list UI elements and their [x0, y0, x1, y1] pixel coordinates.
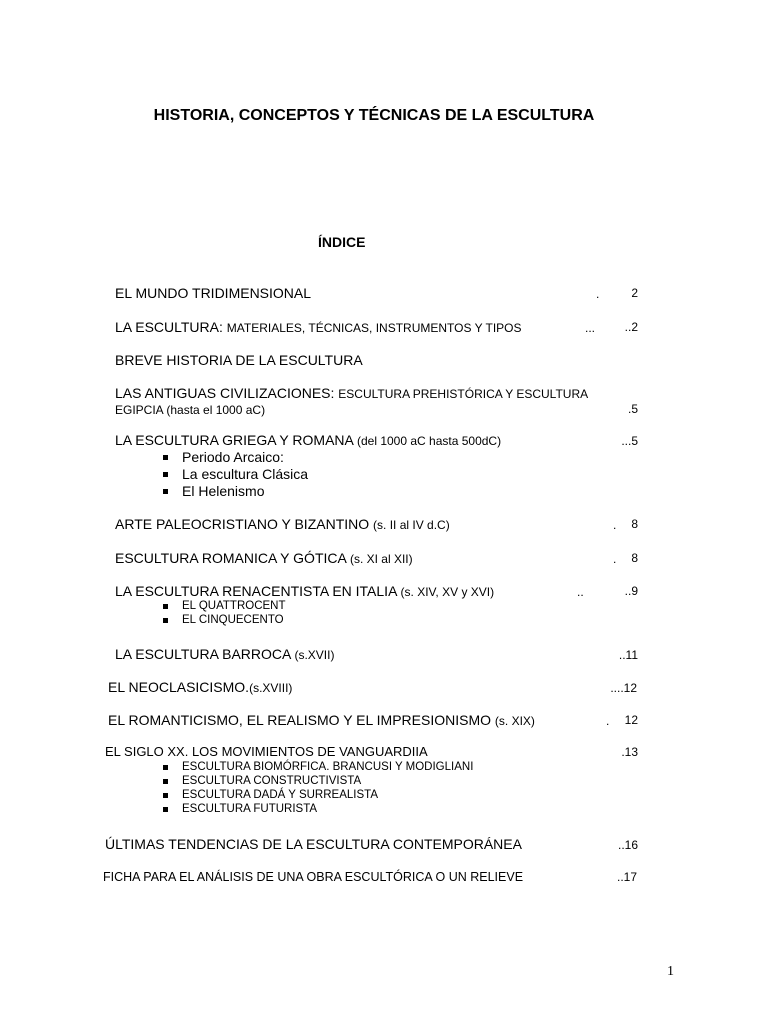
- toc-entry-mundo-tridimensional: [115, 285, 311, 301]
- toc-entry-griega-romana: [115, 432, 501, 449]
- toc-entry-page: 2: [631, 286, 638, 300]
- page-number: 1: [667, 964, 674, 979]
- toc-entry-page: ..16: [617, 838, 638, 852]
- list-item: ESCULTURA DADÁ Y SURREALISTA: [160, 788, 473, 802]
- toc-entry-page: .13: [621, 745, 638, 759]
- list-item: ESCULTURA CONSTRUCTIVISTA: [160, 774, 473, 788]
- list-item: EL QUATTROCENT: [160, 599, 286, 613]
- toc-entry-title: LA ESCULTURA BARROCA: [115, 646, 295, 662]
- list-item: La escultura Clásica: [160, 466, 308, 483]
- toc-entry-ficha-analisis: [103, 869, 523, 885]
- toc-subitems: [160, 599, 286, 627]
- toc-entry-title: BREVE HISTORIA DE LA ESCULTURA: [115, 352, 363, 368]
- toc-entry-subtitle: (s.XVIII): [249, 681, 293, 695]
- toc-subitems: [160, 760, 473, 816]
- toc-entry-renacentista: [115, 583, 494, 600]
- list-item: EL CINQUECENTO: [160, 613, 286, 627]
- toc-entry-subtitle: ESCULTURA PREHISTÓRICA Y ESCULTURA: [338, 387, 589, 401]
- toc-entry-dots: ...: [585, 321, 596, 335]
- toc-entry-barroca: [115, 646, 334, 663]
- toc-entry-antiguas-civilizaciones: [115, 385, 588, 402]
- toc-entry-dots: .: [606, 714, 610, 728]
- toc-entry-page: 8: [631, 517, 638, 531]
- toc-entry-title: ESCULTURA ROMANICA Y GÓTICA: [115, 550, 350, 566]
- toc-entry-dots: .: [613, 552, 617, 566]
- toc-entry-dots: .: [613, 518, 617, 532]
- toc-entry-siglo-xx: [105, 744, 428, 760]
- toc-entry-page: 12: [624, 713, 638, 727]
- toc-entry-la-escultura: [115, 319, 522, 336]
- toc-entry-title: LA ESCULTURA RENACENTISTA EN ITALIA: [115, 583, 401, 599]
- document-title: HISTORIA, CONCEPTOS Y TÉCNICAS DE LA ESCULTURA: [153, 107, 595, 124]
- list-item: ESCULTURA FUTURISTA: [160, 802, 473, 816]
- toc-entry-title: ARTE PALEOCRISTIANO Y BIZANTINO: [115, 516, 374, 532]
- toc-entry-subtitle: (s. XIX): [494, 714, 535, 728]
- toc-entry-title: EL SIGLO XX. LOS MOVIMIENTOS DE VANGUARDIIA: [105, 744, 428, 759]
- toc-entry-title: FICHA PARA EL ANÁLISIS DE UNA OBRA ESCULTÓRICA O UN RELIEVE: [103, 870, 524, 884]
- toc-entry-title: ÚLTIMAS TENDENCIAS DE LA ESCULTURA CONTEMPORÁNEA: [105, 836, 522, 852]
- toc-entry-subtitle: (s.XVII): [294, 648, 335, 662]
- toc-entry-title: LAS ANTIGUAS CIVILIZACIONES:: [115, 385, 339, 401]
- toc-entry-page: ....12: [610, 681, 637, 695]
- toc-entry-title: LA ESCULTURA:: [115, 319, 227, 335]
- toc-entry-title: LA ESCULTURA GRIEGA Y ROMANA: [115, 432, 357, 448]
- toc-subitems: [160, 449, 308, 500]
- toc-entry-paleocristiano: [115, 516, 450, 533]
- toc-entry-subtitle: (s. II al IV d.C): [373, 518, 450, 532]
- toc-entry-page: ..9: [624, 584, 638, 598]
- toc-entry-page: 8: [631, 551, 638, 565]
- toc-entry-page: .5: [627, 402, 638, 416]
- toc-entry-subtitle: (del 1000 aC hasta 500dC): [356, 434, 502, 448]
- toc-entry-page: ...5: [621, 434, 638, 448]
- toc-entry-dots: .: [596, 287, 600, 301]
- toc-entry-breve-historia: [115, 352, 363, 368]
- toc-entry-neoclasicismo: [108, 679, 292, 696]
- toc-entry-title: EL ROMANTICISMO, EL REALISMO Y EL IMPRESIONISMO: [108, 712, 495, 728]
- toc-entry-continuation: EGIPCIA (hasta el 1000 aC): [115, 403, 266, 417]
- toc-entry-page: ..11: [618, 648, 638, 662]
- toc-entry-title: EL NEOCLASICISMO.: [108, 679, 250, 695]
- toc-entry-subtitle: (s. XIV, XV y XVI): [400, 585, 495, 599]
- list-item: El Helenismo: [160, 483, 308, 500]
- toc-entry-dots: ..: [577, 585, 584, 599]
- toc-entry-subtitle: MATERIALES, TÉCNICAS, INSTRUMENTOS Y TIPOS: [226, 321, 522, 335]
- list-item: Periodo Arcaico:: [160, 449, 308, 466]
- toc-entry-page: ..17: [616, 870, 637, 884]
- toc-entry-romanticismo: [108, 712, 535, 729]
- list-item: ESCULTURA BIOMÓRFICA. BRANCUSI Y MODIGLIANI: [160, 760, 473, 774]
- toc-entry-ultimas-tendencias: [105, 836, 522, 852]
- toc-entry-romanica-gotica: [115, 550, 413, 567]
- toc-entry-subtitle: (s. XI al XII): [349, 552, 413, 566]
- index-heading: ÍNDICE: [318, 234, 366, 250]
- toc-entry-title: EL MUNDO TRIDIMENSIONAL: [115, 285, 312, 301]
- toc-entry-page: ..2: [624, 320, 638, 334]
